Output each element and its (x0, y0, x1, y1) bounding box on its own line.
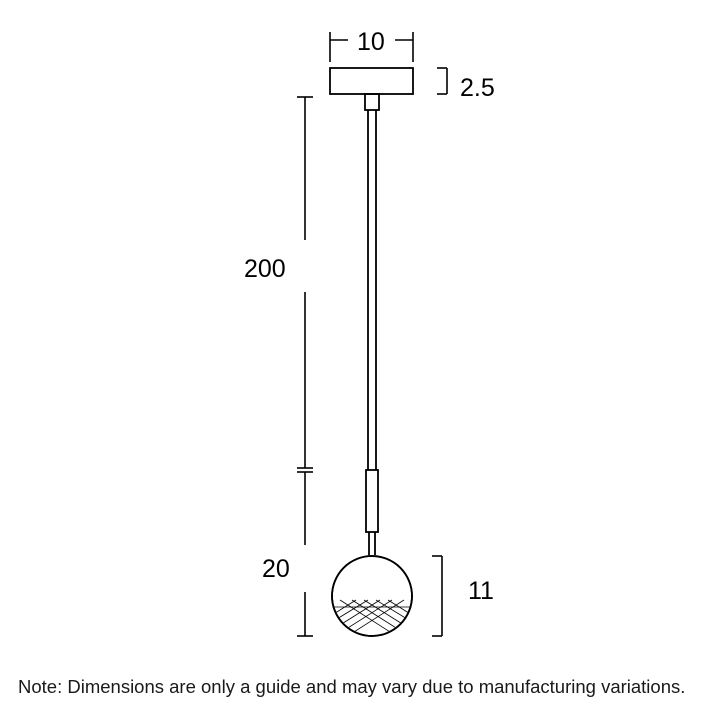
dimensions-note: Note: Dimensions are only a guide and may vary due to manufacturing variations. (18, 676, 686, 697)
globe-shade (332, 556, 412, 646)
dimension-label-canopy-height: 2.5 (460, 74, 495, 102)
dimension-label-head-height: 20 (262, 555, 290, 583)
dimension-globe-diameter (432, 556, 442, 636)
dimension-label-globe-diameter: 11 (468, 577, 494, 605)
dimension-drop (297, 97, 313, 468)
dimension-head (297, 472, 313, 636)
canopy-plate (330, 68, 413, 94)
suspension-rod (365, 94, 379, 555)
dimension-canopy-height (437, 68, 447, 94)
dimension-label-drop: 200 (244, 255, 286, 283)
dimension-label-width: 10 (357, 28, 385, 56)
